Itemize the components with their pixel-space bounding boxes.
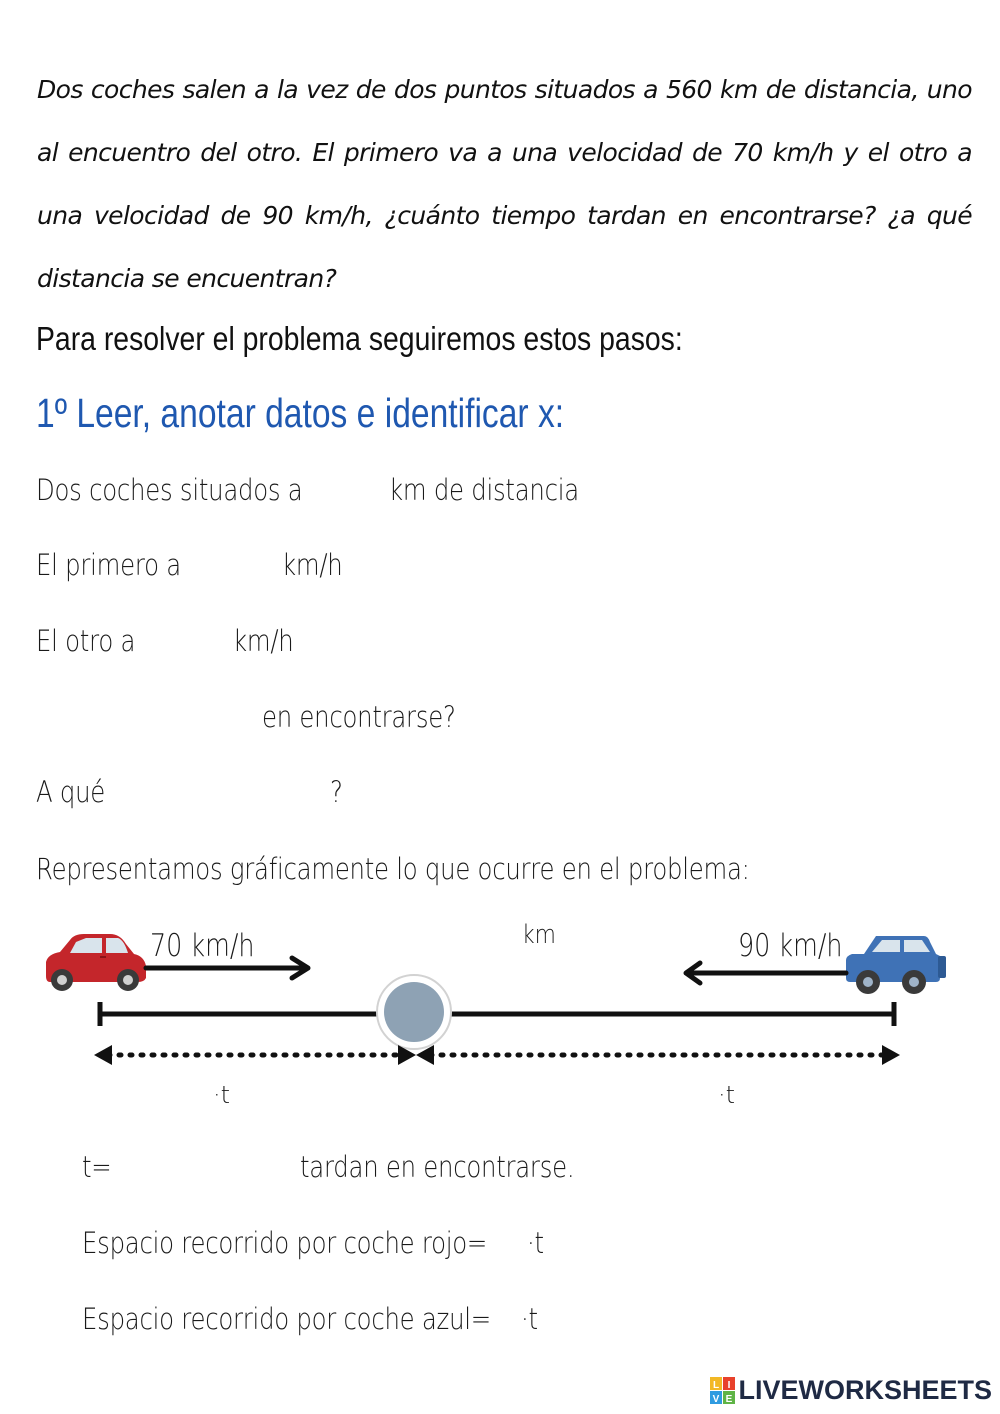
data-line-3-end: km/h bbox=[233, 624, 294, 658]
red-speed-label: 70 km/h bbox=[150, 927, 255, 964]
left-dotted-arrow bbox=[94, 1045, 416, 1065]
meeting-diagram bbox=[0, 900, 1000, 1130]
right-time-label: ·t bbox=[718, 1081, 736, 1109]
right-dotted-arrow bbox=[416, 1045, 900, 1065]
logo-letter-i: I bbox=[728, 1379, 731, 1391]
red-distance-suffix: ·t bbox=[527, 1226, 544, 1260]
logo-letter-e: E bbox=[726, 1393, 733, 1405]
logo-letter-l: L bbox=[713, 1379, 720, 1391]
time-label: t= bbox=[82, 1150, 112, 1184]
liveworksheets-wordmark: LIVEWORKSHEETS bbox=[738, 1375, 992, 1405]
data-line-1-start: Dos coches situados a bbox=[36, 473, 303, 507]
left-time-label: ·t bbox=[213, 1081, 231, 1109]
blue-speed-label: 90 km/h bbox=[738, 927, 843, 964]
distance-line bbox=[100, 1002, 894, 1026]
blue-distance-label: Espacio recorrido por coche azul= bbox=[82, 1302, 491, 1336]
data-line-5-end: ? bbox=[330, 775, 343, 809]
data-line-2-end: km/h bbox=[282, 548, 343, 582]
distance-unit-label: km bbox=[522, 919, 556, 950]
step-1-heading: 1º Leer, anotar datos e identificar x: bbox=[36, 390, 565, 436]
steps-intro: Para resolver el problema seguiremos estos pasos: bbox=[36, 320, 683, 357]
blue-car-icon bbox=[846, 936, 946, 994]
red-car-icon bbox=[46, 934, 146, 991]
data-line-5-start: A qué bbox=[36, 775, 106, 809]
data-line-2-start: El primero a bbox=[36, 548, 181, 582]
red-distance-label: Espacio recorrido por coche rojo= bbox=[82, 1226, 488, 1260]
meeting-point-icon bbox=[377, 975, 451, 1049]
data-line-3-start: El otro a bbox=[36, 624, 136, 658]
blue-direction-arrow bbox=[686, 963, 846, 983]
time-suffix: tardan en encontrarse. bbox=[300, 1150, 575, 1184]
liveworksheets-logo bbox=[710, 1375, 992, 1406]
problem-statement: Dos coches salen a la vez de dos puntos situados a 560 km de distancia, uno al encuentro del otro. El primero va a una velocidad de 70 km/h y el otro a una velocidad de 90 km/h, ¿cuánto tiempo tardan en encontrarse? ¿a qué distancia se encuentran? bbox=[37, 75, 972, 293]
data-line-4-end: en encontrarse? bbox=[262, 700, 456, 734]
liveworksheets-logo-icon bbox=[710, 1377, 736, 1405]
blue-distance-suffix: ·t bbox=[521, 1302, 538, 1336]
data-line-1-end: km de distancia bbox=[389, 473, 579, 507]
represent-instruction: Representamos gráficamente lo que ocurre en el problema: bbox=[36, 852, 750, 886]
logo-letter-v: V bbox=[713, 1393, 720, 1405]
